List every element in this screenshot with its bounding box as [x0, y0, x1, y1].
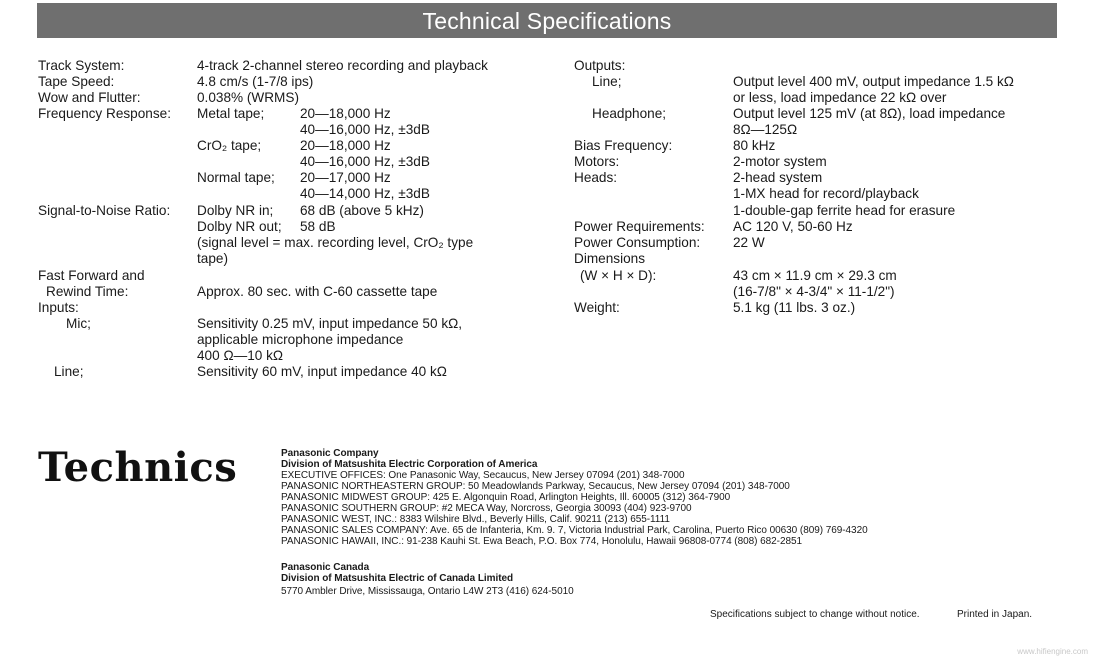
us-division-name: Division of Matsushita Electric Corporation of America: [281, 459, 538, 470]
address-line: PANASONIC MIDWEST GROUP: 425 E. Algonquin Road, Arlington Heights, Ill. 60005 (312) 364-7900: [281, 492, 731, 503]
heads-value-1: 2-head system: [733, 170, 823, 185]
metal-tape-range-2: 40—16,000 Hz, ±3dB: [300, 122, 430, 137]
motors-value: 2-motor system: [733, 154, 827, 169]
cro2-tape-label: CrO₂ tape;: [197, 138, 262, 153]
mic-input-value-1: Sensitivity 0.25 mV, input impedance 50 kΩ,: [197, 316, 463, 331]
address-line: PANASONIC HAWAII, INC.: 91-238 Kauhi St. Ewa Beach, P.O. Box 774, Honolulu, Hawaii 96808-0774 (808) 682-2851: [281, 536, 802, 547]
wow-flutter-value: 0.038% (WRMS): [197, 90, 299, 105]
canada-division-name: Division of Matsushita Electric of Canada Limited: [281, 573, 514, 584]
mic-input-value-3: 400 Ω—10 kΩ: [197, 348, 284, 363]
inputs-label: Inputs:: [38, 300, 79, 315]
heads-value-3: 1-double-gap ferrite head for erasure: [733, 203, 956, 218]
address-line: PANASONIC SALES COMPANY: Ave. 65 de Infanteria, Km. 9. 7, Victoria Industrial Park, Carolina, Puerto Rico 00630 (809) 769-4320: [281, 525, 868, 536]
headphone-value-1: Output level 125 mV (at 8Ω), load impedance: [733, 106, 1006, 121]
ff-rewind-label-2: Rewind Time:: [46, 284, 129, 299]
output-line-value-2: or less, load impedance 22 kΩ over: [733, 90, 947, 105]
dolby-nr-in-value: 68 dB (above 5 kHz): [300, 203, 424, 218]
address-line: EXECUTIVE OFFICES: One Panasonic Way, Secaucus, New Jersey 07094 (201) 348-7000: [281, 470, 685, 481]
ff-rewind-value: Approx. 80 sec. with C-60 cassette tape: [197, 284, 438, 299]
heads-label: Heads:: [574, 170, 618, 185]
ff-rewind-label-1: Fast Forward and: [38, 268, 145, 283]
dolby-nr-out-value: 58 dB: [300, 219, 336, 234]
snr-note-1: (signal level = max. recording level, CrO₂ type: [197, 235, 474, 250]
heads-value-2: 1-MX head for record/playback: [733, 186, 919, 201]
tape-speed-label: Tape Speed:: [38, 74, 115, 89]
cro2-tape-range-1: 20—18,000 Hz: [300, 138, 391, 153]
address-line: PANASONIC NORTHEASTERN GROUP: 50 Meadowlands Parkway, Secaucus, New Jersey 07094 (201) 348-7000: [281, 481, 790, 492]
specs-notice: Specifications subject to change without notice.: [710, 609, 920, 620]
snr-label: Signal-to-Noise Ratio:: [38, 203, 171, 218]
mic-input-value-2: applicable microphone impedance: [197, 332, 404, 347]
address-line: PANASONIC WEST, INC.: 8383 Wilshire Blvd., Beverly Hills, Calif. 90211 (213) 655-1111: [281, 514, 670, 525]
us-company-name: Panasonic Company: [281, 448, 379, 459]
track-system-value: 4-track 2-channel stereo recording and playback: [197, 58, 488, 73]
bias-frequency-label: Bias Frequency:: [574, 138, 673, 153]
line-input-label: Line;: [54, 364, 84, 379]
printed-in: Printed in Japan.: [957, 609, 1033, 620]
mic-input-label: Mic;: [66, 316, 91, 331]
metal-tape-label: Metal tape;: [197, 106, 265, 121]
title-banner: [37, 3, 1057, 38]
power-requirements-label: Power Requirements:: [574, 219, 705, 234]
tape-speed-value: 4.8 cm/s (1-7/8 ips): [197, 74, 314, 89]
bias-frequency-value: 80 kHz: [733, 138, 776, 153]
power-requirements-value: AC 120 V, 50-60 Hz: [733, 219, 853, 234]
canada-address: 5770 Ambler Drive, Mississauga, Ontario L4W 2T3 (416) 624-5010: [281, 586, 574, 597]
outputs-label: Outputs:: [574, 58, 626, 73]
dimensions-label-1: Dimensions: [574, 251, 646, 266]
page-title: Technical Specifications: [422, 8, 672, 34]
line-input-value: Sensitivity 60 mV, input impedance 40 kΩ: [197, 364, 447, 379]
dimensions-value-2: (16-7/8" × 4-3/4" × 11-1/2"): [733, 284, 895, 299]
wow-flutter-label: Wow and Flutter:: [38, 90, 141, 105]
track-system-label: Track System:: [38, 58, 125, 73]
address-line: PANASONIC SOUTHERN GROUP: #2 MECA Way, Norcross, Georgia 30093 (404) 923-9700: [281, 503, 692, 514]
canada-company-name: Panasonic Canada: [281, 562, 370, 573]
weight-label: Weight:: [574, 300, 620, 315]
normal-tape-range-2: 40—14,000 Hz, ±3dB: [300, 186, 430, 201]
output-line-label: Line;: [592, 74, 622, 89]
dimensions-value-1: 43 cm × 11.9 cm × 29.3 cm: [733, 268, 897, 283]
weight-value: 5.1 kg (11 lbs. 3 oz.): [733, 300, 856, 315]
snr-note-2: tape): [197, 251, 228, 266]
headphone-label: Headphone;: [592, 106, 667, 121]
technics-logo: Technics: [38, 444, 238, 491]
motors-label: Motors:: [574, 154, 620, 169]
frequency-response-label: Frequency Response:: [38, 106, 171, 121]
metal-tape-range-1: 20—18,000 Hz: [300, 106, 391, 121]
normal-tape-label: Normal tape;: [197, 170, 275, 185]
power-consumption-label: Power Consumption:: [574, 235, 701, 250]
watermark: www.hifiengine.com: [1017, 647, 1088, 656]
dolby-nr-in-label: Dolby NR in;: [197, 203, 274, 218]
output-line-value-1: Output level 400 mV, output impedance 1.5 kΩ: [733, 74, 1014, 89]
dolby-nr-out-label: Dolby NR out;: [197, 219, 282, 234]
dimensions-label-2: (W × H × D):: [580, 268, 657, 283]
cro2-tape-range-2: 40—16,000 Hz, ±3dB: [300, 154, 430, 169]
headphone-value-2: 8Ω—125Ω: [733, 122, 798, 137]
normal-tape-range-1: 20—17,000 Hz: [300, 170, 391, 185]
power-consumption-value: 22 W: [733, 235, 765, 250]
